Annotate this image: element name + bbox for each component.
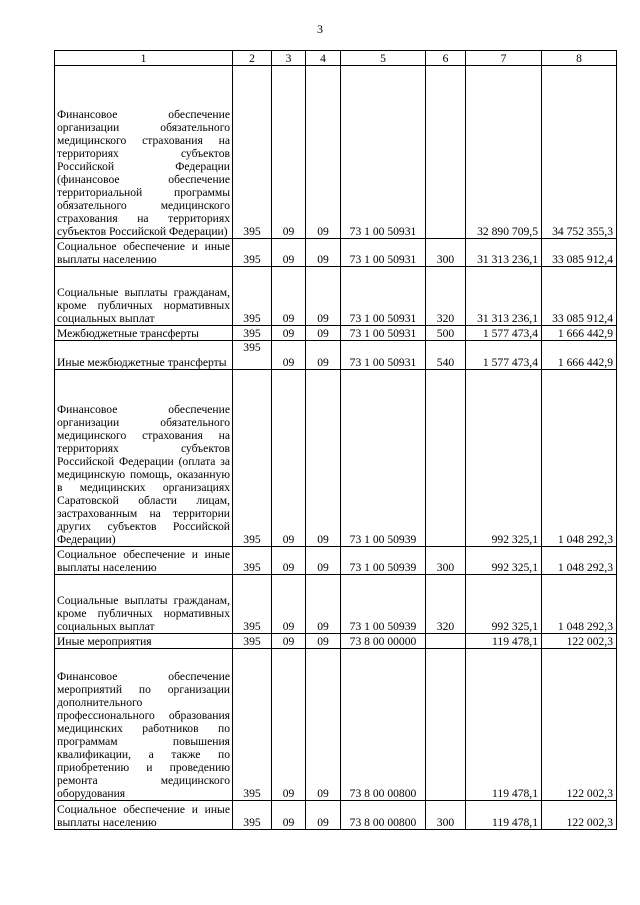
- cell-col-7: 119 478,1: [466, 649, 542, 801]
- header-col-2: 2: [233, 51, 272, 66]
- cell-col-5: 73 1 00 50931: [341, 66, 426, 239]
- table-row: [55, 649, 617, 801]
- cell-col-3: 09: [272, 267, 306, 326]
- cell-col-3: 09: [272, 341, 306, 370]
- cell-col-3: 09: [272, 66, 306, 239]
- cell-col-6: 320: [426, 575, 466, 634]
- table-row: [55, 239, 617, 267]
- cell-col-6: 500: [426, 326, 466, 341]
- cell-col-7: 31 313 236,1: [466, 267, 542, 326]
- cell-col-4: 09: [306, 239, 341, 267]
- cell-col-2: 395: [233, 649, 272, 801]
- cell-col-2: 395: [233, 66, 272, 239]
- cell-col-7: 119 478,1: [466, 634, 542, 649]
- cell-col-2: 395: [233, 326, 272, 341]
- cell-col-5: 73 1 00 50931: [341, 239, 426, 267]
- cell-col-3: 09: [272, 801, 306, 830]
- cell-col-8: 1 048 292,3: [542, 370, 617, 547]
- table-row: [55, 66, 617, 239]
- row-name: Финансовое обеспечение организации обязательного медицинского страхования на территориях субъектов Российской Федерации (оплата за медицинскую помощь, оказанную в медицинских организациях Саратовской области лицам, застрахованным на территории других субъектов Российской Федерации): [55, 370, 233, 547]
- page-number: 3: [317, 22, 323, 36]
- cell-col-7: 992 325,1: [466, 575, 542, 634]
- cell-col-3: 09: [272, 370, 306, 547]
- row-name: Социальное обеспечение и иные выплаты населению: [55, 801, 233, 830]
- cell-col-2: 395: [233, 575, 272, 634]
- cell-col-8: 33 085 912,4: [542, 267, 617, 326]
- row-name: Межбюджетные трансферты: [55, 326, 233, 341]
- header-col-1: 1: [55, 51, 233, 66]
- row-name: Иные межбюджетные трансферты: [55, 341, 233, 370]
- cell-col-7: 1 577 473,4: [466, 326, 542, 341]
- cell-col-8: 1 666 442,9: [542, 326, 617, 341]
- cell-col-4: 09: [306, 634, 341, 649]
- cell-col-2: 395: [233, 341, 272, 370]
- header-col-8: 8: [542, 51, 617, 66]
- cell-col-3: 09: [272, 547, 306, 575]
- row-name: Социальное обеспечение и иные выплаты населению: [55, 547, 233, 575]
- budget-table: [54, 50, 617, 830]
- cell-col-5: 73 1 00 50939: [341, 370, 426, 547]
- cell-col-5: 73 8 00 00000: [341, 634, 426, 649]
- cell-col-4: 09: [306, 267, 341, 326]
- header-col-5: 5: [341, 51, 426, 66]
- cell-col-5: 73 1 00 50939: [341, 575, 426, 634]
- table-row: [55, 575, 617, 634]
- cell-col-7: 1 577 473,4: [466, 341, 542, 370]
- header-col-3: 3: [272, 51, 306, 66]
- cell-col-7: 992 325,1: [466, 547, 542, 575]
- header-col-6: 6: [426, 51, 466, 66]
- cell-col-5: 73 1 00 50939: [341, 547, 426, 575]
- cell-col-4: 09: [306, 575, 341, 634]
- cell-col-4: 09: [306, 326, 341, 341]
- cell-col-8: 1 048 292,3: [542, 575, 617, 634]
- row-name: Финансовое обеспечение организации обязательного медицинского страхования на территориях субъектов Российской Федерации (финансовое обеспечение территориальной программы обязательного медицинского страхования на территориях субъектов Российской Федерации): [55, 66, 233, 239]
- cell-col-6: 300: [426, 801, 466, 830]
- row-name: Социальные выплаты гражданам, кроме публичных нормативных социальных выплат: [55, 267, 233, 326]
- cell-col-8: 122 002,3: [542, 801, 617, 830]
- cell-col-8: 33 085 912,4: [542, 239, 617, 267]
- row-name: Иные мероприятия: [55, 634, 233, 649]
- header-col-4: 4: [306, 51, 341, 66]
- cell-col-5: 73 8 00 00800: [341, 801, 426, 830]
- cell-col-3: 09: [272, 575, 306, 634]
- cell-col-5: 73 1 00 50931: [341, 267, 426, 326]
- cell-col-7: 992 325,1: [466, 370, 542, 547]
- cell-col-3: 09: [272, 239, 306, 267]
- cell-col-4: 09: [306, 341, 341, 370]
- cell-col-3: 09: [272, 649, 306, 801]
- cell-col-7: 119 478,1: [466, 801, 542, 830]
- cell-col-7: 32 890 709,5: [466, 66, 542, 239]
- cell-col-4: 09: [306, 649, 341, 801]
- cell-col-7: 31 313 236,1: [466, 239, 542, 267]
- cell-col-8: 1 666 442,9: [542, 341, 617, 370]
- table-row: [55, 547, 617, 575]
- cell-col-5: 73 1 00 50931: [341, 341, 426, 370]
- cell-col-6: 320: [426, 267, 466, 326]
- cell-col-4: 09: [306, 66, 341, 239]
- cell-col-4: 09: [306, 370, 341, 547]
- cell-col-6: 300: [426, 547, 466, 575]
- cell-col-2: 395: [233, 370, 272, 547]
- table-row: [55, 801, 617, 830]
- row-name: Финансовое обеспечение мероприятий по организации дополнительного профессионального образования медицинских работников по программам повышения квалификации, а также по приобретению и проведению ремонта медицинского оборудования: [55, 649, 233, 801]
- cell-col-4: 09: [306, 547, 341, 575]
- table-row: [55, 326, 617, 341]
- cell-col-6: [426, 370, 466, 547]
- cell-col-8: 122 002,3: [542, 634, 617, 649]
- cell-col-6: [426, 634, 466, 649]
- header-row: [55, 51, 617, 66]
- table-row: [55, 634, 617, 649]
- cell-col-3: 09: [272, 634, 306, 649]
- cell-col-8: 122 002,3: [542, 649, 617, 801]
- cell-col-6: [426, 649, 466, 801]
- cell-col-6: 300: [426, 239, 466, 267]
- cell-col-2: 395: [233, 267, 272, 326]
- cell-col-6: [426, 66, 466, 239]
- cell-col-2: 395: [233, 239, 272, 267]
- cell-col-4: 09: [306, 801, 341, 830]
- cell-col-5: 73 8 00 00800: [341, 649, 426, 801]
- cell-col-8: 1 048 292,3: [542, 547, 617, 575]
- cell-col-2: 395: [233, 634, 272, 649]
- header-col-7: 7: [466, 51, 542, 66]
- cell-col-2: 395: [233, 547, 272, 575]
- table-row: [55, 267, 617, 326]
- table-row: [55, 341, 617, 370]
- cell-col-6: 540: [426, 341, 466, 370]
- table-row: [55, 370, 617, 547]
- cell-col-2: 395: [233, 801, 272, 830]
- cell-col-8: 34 752 355,3: [542, 66, 617, 239]
- row-name: Социальные выплаты гражданам, кроме публичных нормативных социальных выплат: [55, 575, 233, 634]
- row-name: Социальное обеспечение и иные выплаты населению: [55, 239, 233, 267]
- cell-col-5: 73 1 00 50931: [341, 326, 426, 341]
- cell-col-3: 09: [272, 326, 306, 341]
